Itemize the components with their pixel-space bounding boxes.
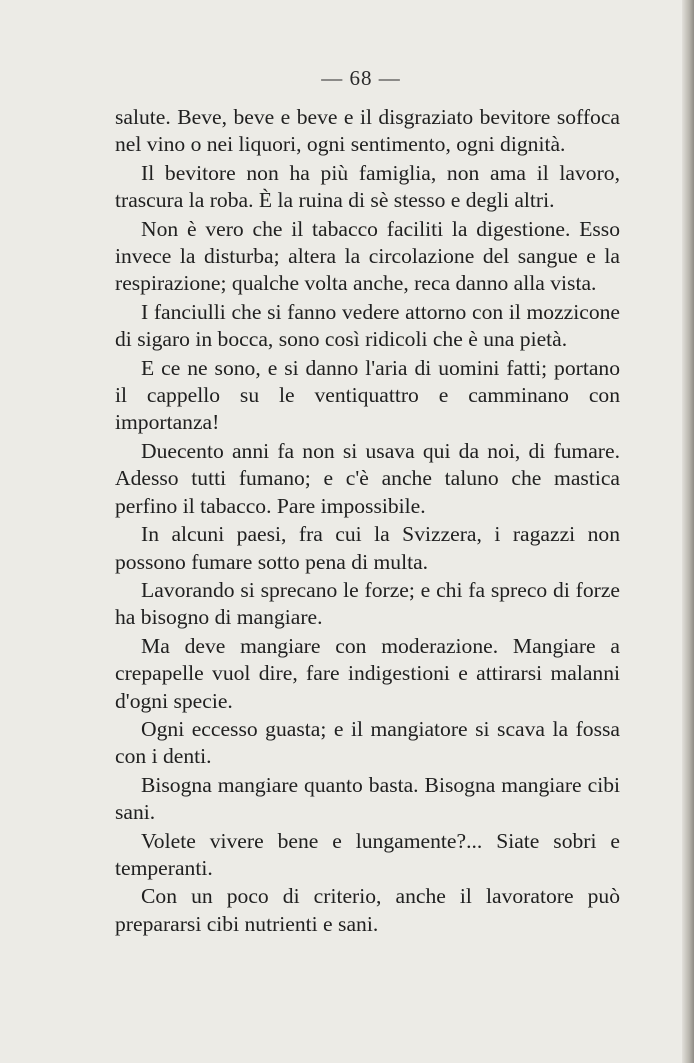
paragraph: Ma deve mangiare con moderazione. Mangiare a crepapelle vuol dire, fare indigestioni e attirarsi malanni d'ogni specie. (115, 633, 620, 713)
paragraph: Bisogna mangiare quanto basta. Bisogna mangiare cibi sani. (115, 772, 620, 825)
body-text (115, 104, 620, 938)
paragraph: I fanciulli che si fanno vedere attorno con il mozzicone di sigaro in bocca, sono così ridicoli che è una pietà. (115, 299, 620, 352)
paragraph: Ogni eccesso guasta; e il mangiatore si scava la fossa con i denti. (115, 716, 620, 769)
paragraph: In alcuni paesi, fra cui la Svizzera, i ragazzi non possono fumare sotto pena di multa. (115, 522, 620, 574)
paragraph: Con un poco di criterio, anche il lavoratore può prepararsi cibi nutrienti e sani. (115, 884, 620, 936)
paragraph: E ce ne sono, e si danno l'aria di uomini fatti; portano il cappello su le ventiquattro e camminano con importanza! (115, 355, 620, 435)
page-edge-shadow (682, 0, 694, 1063)
paragraph: Lavorando si sprecano le forze; e chi fa spreco di forze ha bisogno di mangiare. (115, 577, 620, 630)
paragraph: Duecento anni fa non si usava qui da noi, di fumare. Adesso tutti fumano; e c'è anche taluno che mastica perfino il tabacco. Pare impossibile. (115, 438, 620, 518)
paragraph: Il bevitore non ha più famiglia, non ama il lavoro, trascura la roba. È la ruina di sè stesso e degli altri. (115, 160, 620, 213)
paragraph: salute. Beve, beve e beve e il disgraziato bevitore soffoca nel vino o nei liquori, ogni sentimento, ogni dignità. (115, 105, 620, 157)
page-number: — 68 — (321, 66, 401, 90)
paragraph: Non è vero che il tabacco faciliti la digestione. Esso invece la disturba; altera la circolazione del sangue e la respirazione; qualche volta anche, reca danno alla vista. (115, 216, 620, 296)
paragraph: Volete vivere bene e lungamente?... Siate sobri e temperanti. (115, 828, 620, 880)
